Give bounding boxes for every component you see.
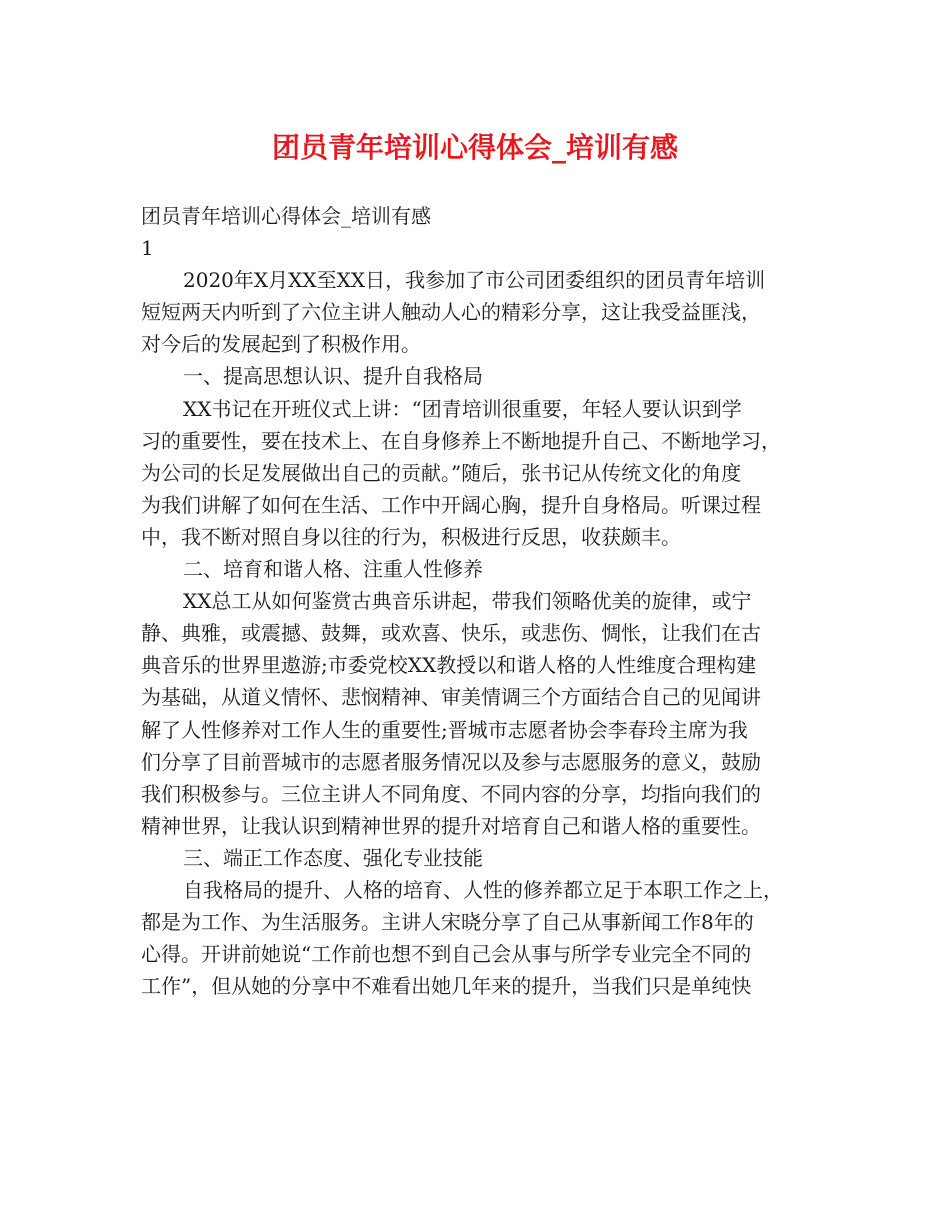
text-line: 为公司的长足发展做出自己的贡献。”随后，张书记从传统文化的角度 bbox=[141, 460, 742, 485]
text-line: 习的重要性，要在技术上、在自身修养上不断地提升自己、不断地学习， bbox=[141, 428, 781, 453]
text-line: 静、典雅，或震撼、鼓舞，或欢喜、快乐，或悲伤、惆怅，让我们在古 bbox=[141, 621, 761, 646]
text-line: 一、提高思想认识、提升自我格局 bbox=[183, 364, 483, 389]
text-line: 为我们讲解了如何在生活、工作中开阔心胸，提升自身格局。听课过程 bbox=[141, 492, 761, 517]
text-line: XX书记在开班仪式上讲：“团青培训很重要，年轻人要认识到学 bbox=[183, 396, 742, 421]
text-line: 精神世界，让我认识到精神世界的提升对培育自己和谐人格的重要性。 bbox=[141, 813, 761, 838]
text-line: 1 bbox=[141, 236, 154, 261]
document-body bbox=[141, 200, 821, 1002]
text-line: 典音乐的世界里遨游;市委党校XX教授以和谐人格的人性维度合理构建 bbox=[141, 653, 757, 678]
text-line: 三、端正工作态度、强化专业技能 bbox=[183, 845, 483, 870]
text-line: 对今后的发展起到了积极作用。 bbox=[141, 332, 421, 357]
text-line: 2020年X月XX至XX日，我参加了市公司团委组织的团员青年培训 bbox=[183, 268, 766, 293]
text-line: 为基础，从道义情怀、悲悯精神、审美情调三个方面结合自己的见闻讲 bbox=[141, 685, 761, 710]
text-line: 解了人性修养对工作人生的重要性;晋城市志愿者协会李春玲主席为我 bbox=[141, 717, 748, 742]
text-line: 都是为工作、为生活服务。主讲人宋晓分享了自己从事新闻工作8年的 bbox=[141, 910, 754, 935]
text-line: 短短两天内听到了六位主讲人触动人心的精彩分享，这让我受益匪浅， bbox=[141, 300, 761, 325]
text-line: 团员青年培训心得体会_培训有感 bbox=[141, 204, 431, 228]
text-line: 我们积极参与。三位主讲人不同角度、不同内容的分享，均指向我们的 bbox=[141, 781, 761, 806]
text-line: 们分享了目前晋城市的志愿者服务情况以及参与志愿服务的意义，鼓励 bbox=[141, 749, 761, 774]
text-line: XX总工从如何鉴赏古典音乐讲起，带我们领略优美的旋律，或宁 bbox=[183, 589, 752, 614]
document-title: 团员青年培训心得体会_培训有感 bbox=[271, 131, 678, 164]
text-line: 二、培育和谐人格、注重人性修养 bbox=[183, 557, 483, 582]
text-line: 心得。开讲前她说“工作前也想不到自己会从事与所学专业完全不同的 bbox=[141, 942, 752, 967]
text-line: 工作”，但从她的分享中不难看出她几年来的提升，当我们只是单纯快 bbox=[141, 974, 752, 999]
text-line: 中，我不断对照自身以往的行为，积极进行反思，收获颇丰。 bbox=[141, 524, 681, 549]
text-line: 自我格局的提升、人格的培育、人性的修养都立足于本职工作之上， bbox=[183, 877, 783, 902]
